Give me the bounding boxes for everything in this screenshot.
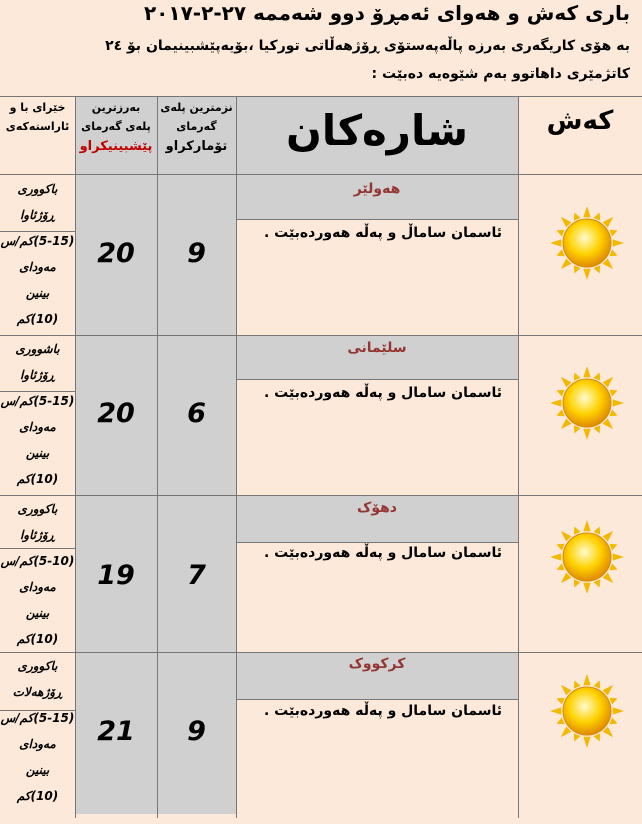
sun-ray (583, 520, 590, 531)
page-title: باری کەش و هەوای ئەمڕۆ دوو شەممە ٢٧-٢-٢٠١٧ (143, 1, 630, 25)
sun-ray (609, 698, 617, 705)
sun-icon (548, 364, 626, 442)
sun-ray (583, 429, 590, 440)
max-temperature: 20 (97, 238, 135, 269)
sun-ray (574, 373, 581, 381)
sun-ray (594, 425, 601, 433)
sun-ray (609, 718, 617, 725)
min-temperature: 9 (187, 238, 206, 269)
sun-ray (594, 373, 601, 381)
weather-description: ئاسمان سامال و پەڵە هەوردەبێت . (263, 385, 502, 401)
sun-ray (557, 544, 565, 551)
sun-graphic (548, 204, 626, 282)
sun-icon (548, 518, 626, 596)
sun-ray (583, 269, 590, 280)
sun-disc (563, 219, 611, 267)
wind-info: باکووری ڕۆژئاوا (5-15)کم/س مەودای بینین (10)کم (0, 182, 75, 326)
sun-ray (613, 399, 624, 406)
grid-line (0, 710, 75, 711)
grid-line (236, 699, 518, 700)
wind-info: باشووری ڕۆژئاوا (5-15)کم/س مەودای بینین (10)کم (0, 342, 75, 486)
column-header-cities: شارەکان (285, 106, 469, 155)
sun-ray (594, 527, 601, 535)
intro-line-2: کاتژمێری داهاتوو بەم شێوەیە دەبێت : (371, 66, 630, 82)
wind-info: باکووری ڕۆژهەلات (5-15)کم/س مەودای بینین (10)کم (0, 659, 75, 803)
grid-line (157, 96, 158, 818)
sun-graphic (548, 364, 626, 442)
max-temperature: 19 (97, 560, 135, 591)
sun-ray (583, 583, 590, 594)
sun-ray (574, 213, 581, 221)
city-name-duhok: دهۆک (356, 500, 397, 516)
sun-disc (563, 687, 611, 735)
grid-line (236, 379, 518, 380)
sun-ray (594, 733, 601, 741)
sun-ray (583, 674, 590, 685)
sun-ray (557, 390, 565, 397)
sun-ray (609, 250, 617, 257)
grid-line (0, 174, 642, 175)
sun-ray (574, 681, 581, 689)
min-temperature: 9 (187, 716, 206, 747)
sun-ray (557, 230, 565, 237)
city-name-erbil: هەولێر (353, 181, 401, 197)
sun-ray (574, 733, 581, 741)
sun-graphic (548, 518, 626, 596)
sun-ray (609, 564, 617, 571)
weather-description: ئاسمان سامال و پەڵە هەوردەبێت . (263, 545, 502, 561)
sun-ray (557, 410, 565, 417)
grid-line (236, 96, 237, 818)
sun-ray (594, 265, 601, 273)
sun-ray (574, 425, 581, 433)
sun-ray (574, 527, 581, 535)
column-header-max: بەرزترین پلەی گەرمای پێشبینیکراو (79, 101, 153, 155)
grid-line (518, 96, 519, 818)
sun-ray (557, 250, 565, 257)
sun-icon (548, 672, 626, 750)
sun-ray (550, 399, 561, 406)
intro-line-1: بە هۆی کاریگەری بەرزە پاڵەپەستۆی ڕۆژهەڵاتی تورکیا ،بۆیەپێشبینیمان بۆ ٢٤ (105, 38, 630, 54)
sun-ray (557, 564, 565, 571)
sun-ray (583, 206, 590, 217)
grid-line (0, 548, 75, 549)
grid-line (236, 219, 518, 220)
max-temperature: 20 (97, 398, 135, 429)
column-header-wind: خێرای با و ئاراستەکەی (5, 101, 70, 134)
weather-description: ئاسمان سامال و پەڵە هەوردەبێت . (263, 703, 502, 719)
sun-ray (583, 737, 590, 748)
grid-line (0, 231, 75, 232)
sun-ray (557, 718, 565, 725)
sun-ray (550, 239, 561, 246)
sun-ray (609, 390, 617, 397)
sun-ray (594, 579, 601, 587)
sun-ray (609, 230, 617, 237)
wind-info: باکووری ڕۆژئاوا (5-10)کم/س مەودای بینین (10)کم (0, 502, 75, 646)
column-header-weather: کەش (546, 106, 614, 136)
sun-ray (557, 698, 565, 705)
weather-description: ئاسمان ساماڵ و پەڵە هەوردەبێت . (263, 225, 502, 241)
min-temperature: 6 (187, 398, 206, 429)
sun-ray (574, 579, 581, 587)
sun-ray (609, 410, 617, 417)
sun-ray (574, 265, 581, 273)
sun-disc (563, 533, 611, 581)
grid-line (75, 96, 76, 818)
sun-ray (613, 553, 624, 560)
column-header-min: نزمترین پلەی گەرمای تۆمارکراو (160, 101, 233, 155)
sun-ray (613, 239, 624, 246)
city-name-kirkuk: کرکووک (348, 656, 406, 672)
sun-ray (594, 213, 601, 221)
sun-ray (550, 553, 561, 560)
city-name-sulaymaniyah: سلێمانی (347, 340, 407, 356)
sun-disc (563, 379, 611, 427)
max-temperature: 21 (97, 716, 135, 747)
sun-icon (548, 204, 626, 282)
sun-ray (583, 366, 590, 377)
grid-line (0, 391, 75, 392)
grid-line (0, 96, 642, 97)
sun-graphic (548, 672, 626, 750)
grid-line (236, 542, 518, 543)
grid-line (0, 495, 642, 496)
sun-ray (594, 681, 601, 689)
sun-ray (550, 707, 561, 714)
sun-ray (609, 544, 617, 551)
sun-ray (613, 707, 624, 714)
min-temperature: 7 (187, 560, 206, 591)
grid-line (0, 652, 642, 653)
grid-line (0, 335, 642, 336)
